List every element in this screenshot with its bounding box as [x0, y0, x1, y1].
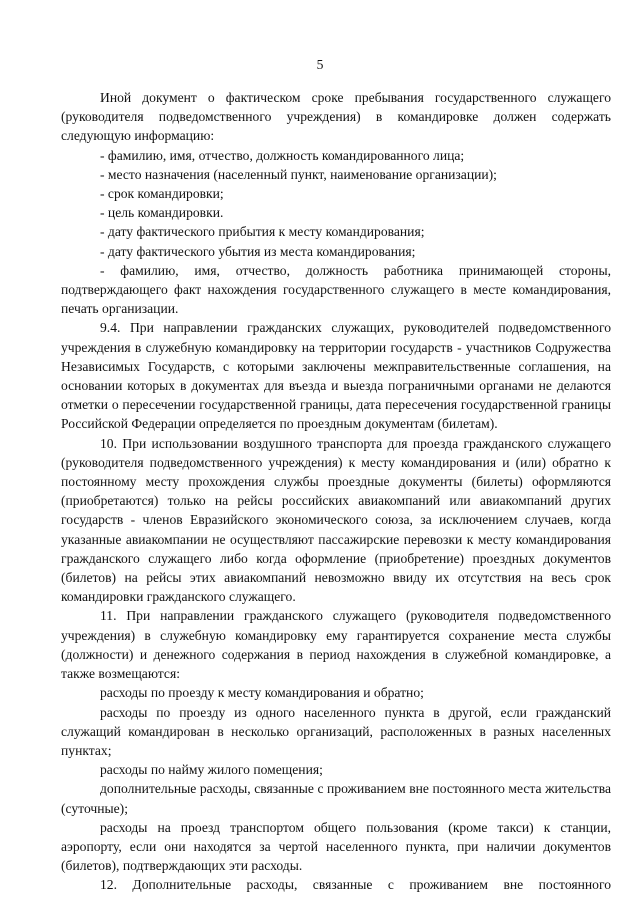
list-item: - фамилию, имя, отчество, должность работника принимающей стороны, подтверждающего факт нахождения государственного служащего в месте командирования, печать организации. — [61, 262, 611, 317]
list-item: - срок командировки; — [100, 186, 224, 202]
paragraph-11: 11. При направлении гражданского служащего (руководителя подведомственного учреждения) в служебную командировку ему гарантируется сохранение места службы (должности) и денежного содержания в период нахождения в служебной командировке, а также возмещаются: — [61, 608, 611, 682]
expense-item: дополнительные расходы, связанные с проживанием вне постоянного места жительства (суточные); — [61, 781, 611, 816]
list-item: - дату фактического убытия из места командирования; — [100, 243, 416, 259]
page-number: 5 — [316, 57, 324, 72]
list-item: - место назначения (населенный пункт, наименование организации); — [100, 166, 497, 182]
paragraph-9-4: 9.4. При направлении гражданских служащих, руководителей подведомственного учреждения в служебную командировку на территории государств - участников Содружества Независимых Государств, с которыми заключены межправительственные соглашения, на основании которых в документах для въезда и выезда пограничными органами не делаются отметки о пересечении государственной границы, дата пересечения государственной границы Российской Федерации определяется по проездным документам (билетам). — [61, 320, 611, 432]
expense-item: расходы на проезд транспортом общего пользования (кроме такси) к станции, аэропорту, если они находятся за чертой населенного пункта, при наличии документов (билетов), подтверждающих эти расходы. — [61, 819, 611, 874]
paragraph-10: 10. При использовании воздушного транспорта для проезда гражданского служащего (руководителя подведомственного учреждения) к месту командирования и (или) обратно к постоянному месту прохождения службы проездные документы (билеты) оформляются (приобретаются) только на рейсы российских авиакомпаний или авиакомпаний других государств - членов Евразийского экономического союза, за исключением случаев, когда указанные авиакомпании не осуществляют пассажирские перевозки к месту командирования гражданского служащего либо когда оформление (приобретение) проездных документов (билетов) на рейсы этих авиакомпаний невозможно ввиду их отсутствия на весь срок командировки гражданского служащего. — [61, 435, 611, 605]
required-info-list — [61, 146, 611, 319]
expense-item: расходы по проезду к месту командирования и обратно; — [100, 685, 424, 701]
list-item: - фамилию, имя, отчество, должность командированного лица; — [100, 147, 465, 163]
expense-item: расходы по проезду из одного населенного пункта в другой, если гражданский служащий командирован в несколько организаций, расположенных в разных населенных пунктах; — [61, 704, 611, 758]
list-item: - цель командировки. — [100, 205, 224, 221]
list-item: - дату фактического прибытия к месту командирования; — [100, 224, 425, 240]
document-body — [61, 88, 611, 895]
paragraph-12: 12. Дополнительные расходы, связанные с проживанием вне постоянного — [100, 877, 611, 893]
paragraph-other-document: Иной документ о фактическом сроке пребывания государственного служащего (руководителя подведомственного учреждения) в командировке должен содержать следующую информацию: — [61, 90, 611, 144]
expense-item: расходы по найму жилого помещения; — [100, 762, 323, 778]
